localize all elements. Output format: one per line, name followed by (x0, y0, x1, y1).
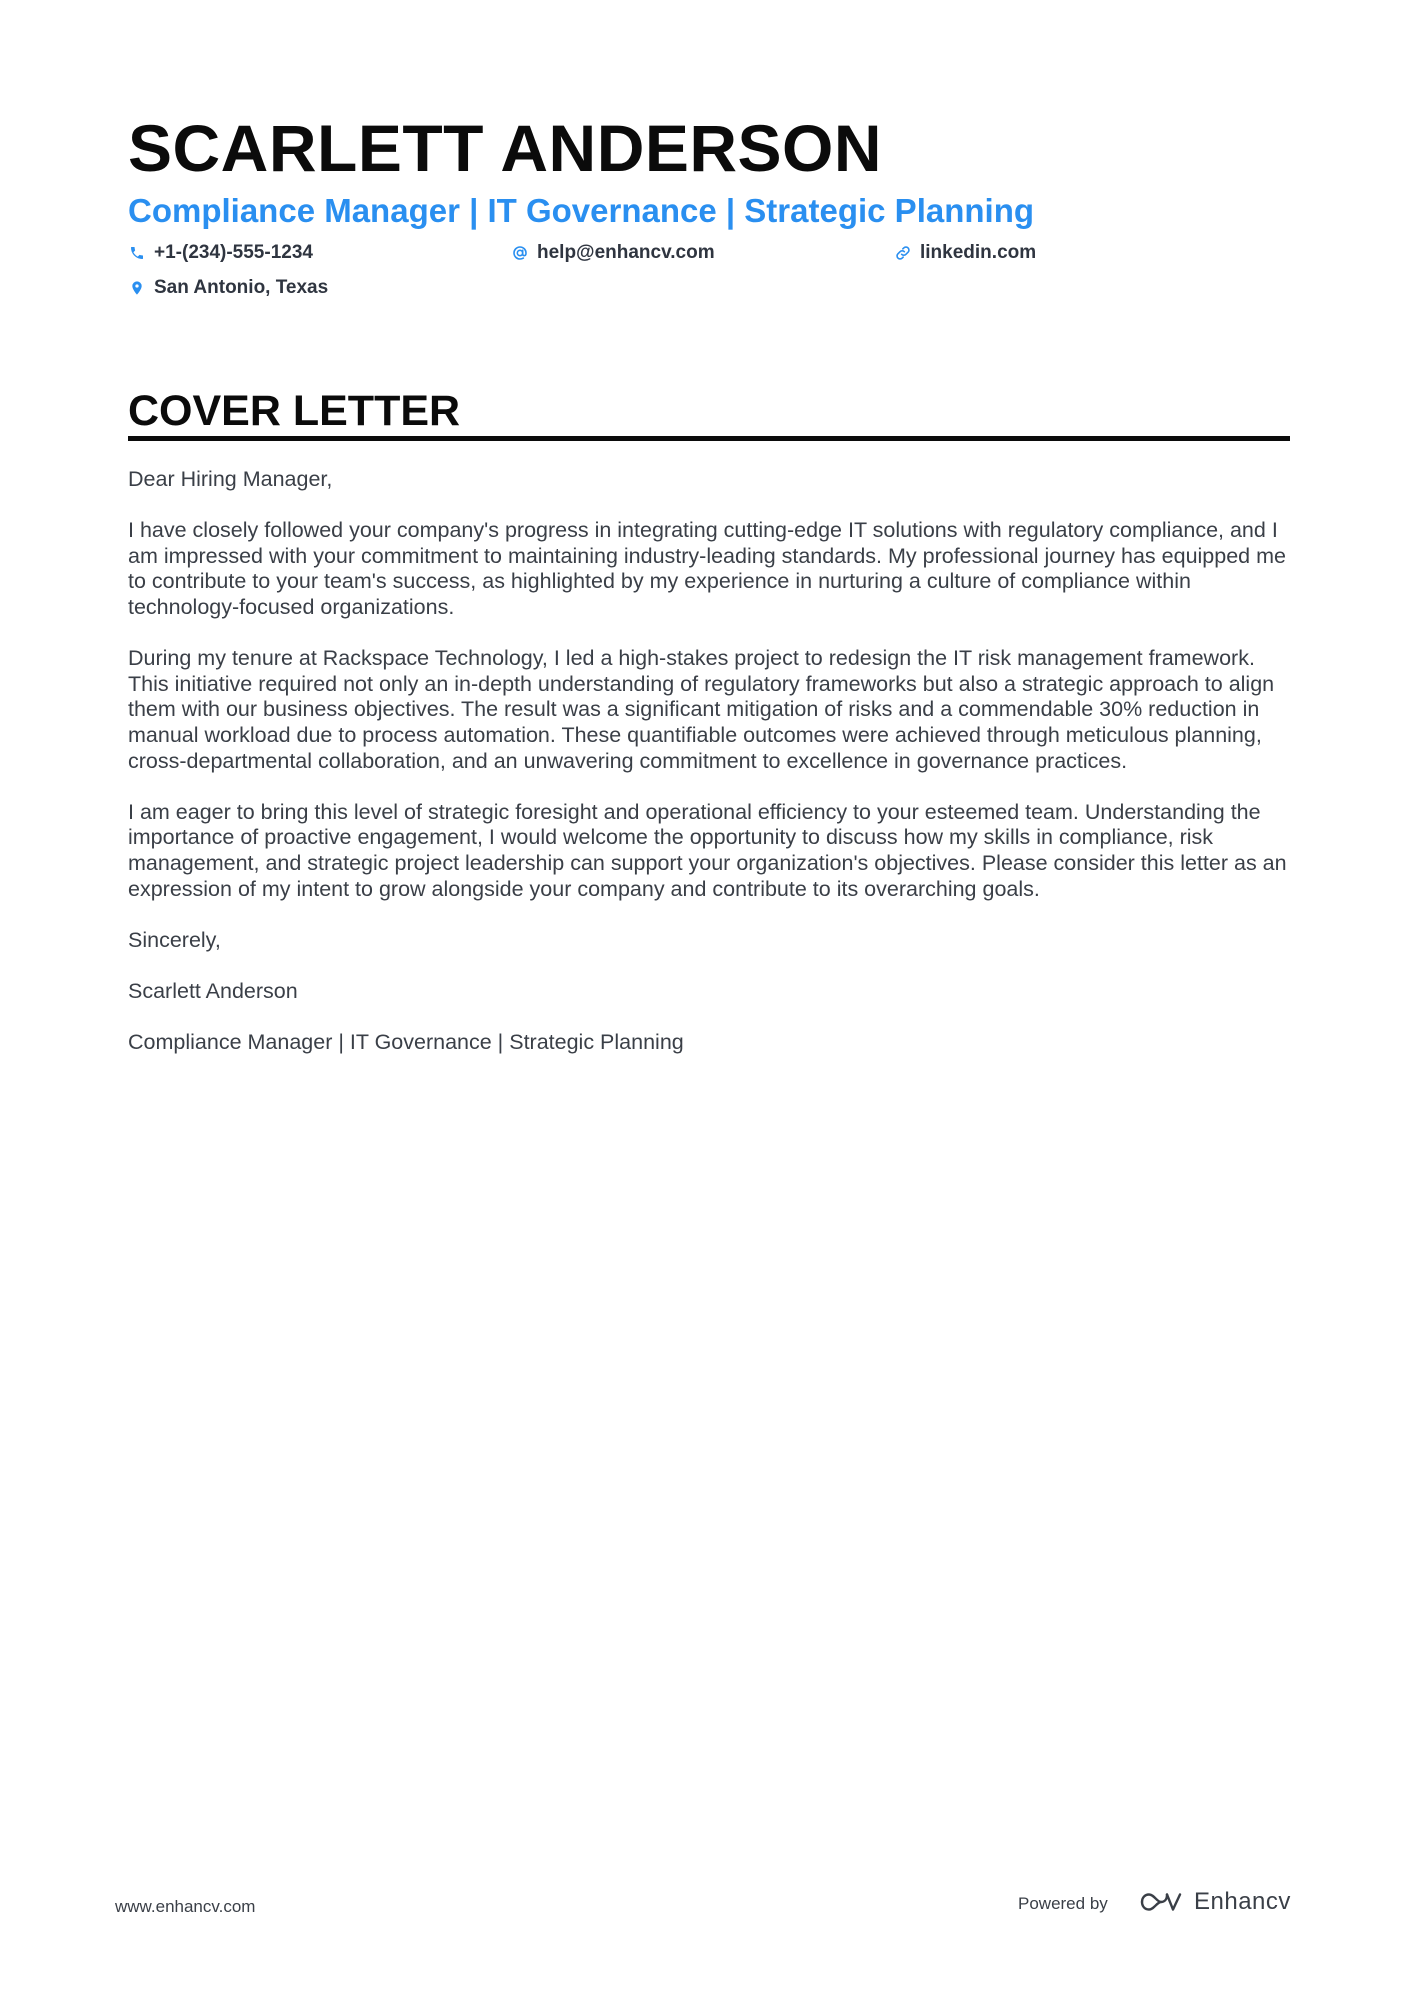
phone-icon (128, 244, 146, 262)
section-title: COVER LETTER (128, 387, 461, 435)
contact-linkedin-text[interactable]: linkedin.com (920, 242, 1037, 263)
location-pin-icon (128, 279, 146, 297)
candidate-headline: Compliance Manager | IT Governance | Strategic Planning (128, 192, 1035, 229)
contact-phone-text: +1-(234)-555-1234 (154, 242, 313, 263)
letter-closing: Sincerely, (128, 927, 221, 952)
contact-email[interactable] (511, 241, 715, 265)
candidate-name: SCARLETT ANDERSON (128, 111, 883, 185)
brand-name: Enhancv (1194, 1888, 1291, 1915)
signature-name: Scarlett Anderson (128, 978, 298, 1003)
contact-location-text: San Antonio, Texas (154, 277, 329, 298)
powered-by-label: Powered by (1018, 1894, 1108, 1913)
letter-paragraph: During my tenure at Rackspace Technology, I led a high-stakes project to redesign the IT risk management framework. This initiative required not only an in-depth understanding of regulatory frameworks but also a strategic approach to align them with our business objectives. The result was a significant mitigation of risks and a commendable 30% reduction in manual workload due to process automation. These quantifiable outcomes were achieved through meticulous planning, cross-departmental collaboration, and an unwavering commitment to excellence in governance practices. (128, 646, 1275, 773)
letter-salutation: Dear Hiring Manager, (128, 467, 333, 491)
contact-phone (128, 241, 313, 265)
contact-location (128, 276, 328, 300)
letter-paragraph: I have closely followed your company's progress in integrating cutting-edge IT solutions with regulatory compliance, and I am impressed with your commitment to maintaining industry-leading standards. My professional journey has equipped me to contribute to your team's success, as highlighted by my experience in nurturing a culture of compliance within technology-focused organizations. (128, 518, 1286, 619)
contact-email-text[interactable]: help@enhancv.com (537, 242, 715, 263)
enhancv-logo-icon (1138, 1889, 1184, 1915)
at-icon (511, 244, 529, 262)
section-divider (128, 436, 1290, 441)
link-icon (894, 244, 912, 262)
letter-paragraph: I am eager to bring this level of strategic foresight and operational efficiency to your esteemed team. Understanding the importance of proactive engagement, I would welcome the opportunity to discuss how my skills in compliance, risk management, and strategic project leadership can support your organization's objectives. Please consider this letter as an expression of my intent to grow alongside your company and contribute to its overarching goals. (128, 799, 1287, 901)
brand[interactable] (1138, 1887, 1291, 1917)
signature-title: Compliance Manager | IT Governance | Strategic Planning (128, 1030, 684, 1055)
footer-website-link[interactable]: www.enhancv.com (115, 1897, 256, 1916)
contact-linkedin[interactable] (894, 241, 1036, 265)
letter-body (128, 467, 1298, 1081)
